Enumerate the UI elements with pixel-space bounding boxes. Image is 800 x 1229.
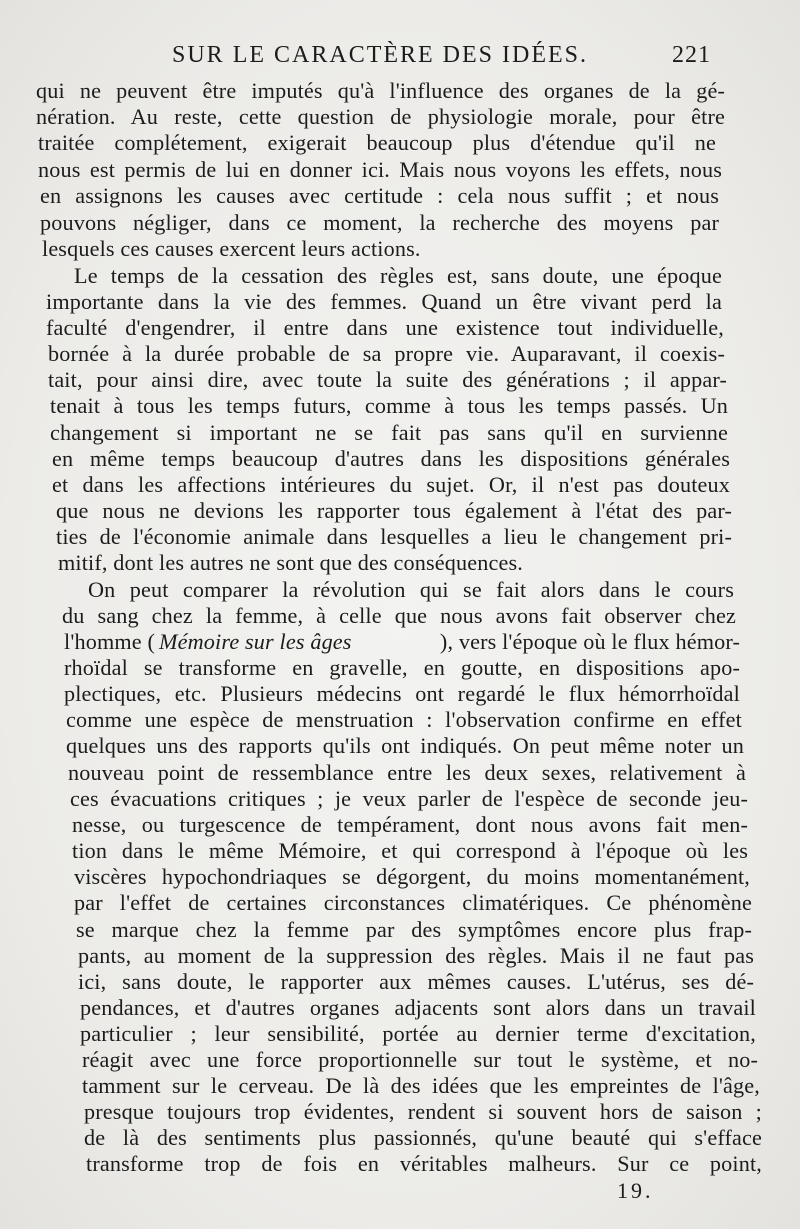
text-line: tait, pour ainsi dire, avec toute la suite des générations ; il appar- bbox=[48, 367, 727, 392]
text-line: On peut comparer la révolution qui se fait alors dans le cours bbox=[88, 577, 734, 602]
text-line: importante dans la vie des femmes. Quand un être vivant perd la bbox=[46, 289, 722, 314]
text-line: bornée à la durée probable de sa propre vie. Auparavant, il coexis- bbox=[48, 341, 725, 366]
text-line: nous est permis de lui en donner ici. Mais nous voyons les effets, nous bbox=[38, 157, 722, 182]
text-fragment: l'homme ( bbox=[64, 629, 155, 654]
page-number: 221 bbox=[672, 42, 711, 68]
text-line: traitée complétement, exigerait beaucoup plus d'étendue qu'il ne bbox=[38, 130, 716, 155]
text-line: tamment sur le cerveau. De là des idées que les empreintes de l'âge, bbox=[82, 1073, 760, 1098]
text-line: ties de l'économie animale dans lesquelles a lieu le changement pri- bbox=[56, 524, 732, 549]
text-line: nouveau point de ressemblance entre les deux sexes, relativement à bbox=[68, 760, 746, 785]
text-line: pendances, et d'autres organes adjacents sont alors dans un travail bbox=[80, 995, 756, 1020]
text-line: nesse, ou turgescence de tempérament, dont nous avons fait men- bbox=[72, 812, 748, 837]
text-line: tion dans le même Mémoire, et qui correspond à l'époque où les bbox=[72, 838, 748, 863]
text-line: que nous ne devions les rapporter tous également à l'état des par- bbox=[56, 498, 732, 523]
page-header bbox=[0, 40, 800, 74]
text-line: et dans les affections intérieures du sujet. Or, il n'est pas douteux bbox=[52, 472, 730, 497]
text-line: du sang chez la femme, à celle que nous avons fait observer chez bbox=[62, 603, 736, 628]
italic-title: Mémoire sur les âges bbox=[159, 629, 352, 654]
text-line: en même temps beaucoup d'autres dans les dispositions générales bbox=[52, 446, 730, 471]
text-line: presque toujours trop évidentes, rendent si souvent hors de saison ; bbox=[84, 1099, 762, 1124]
text-line: Le temps de la cessation des règles est, sans doute, une époque bbox=[74, 263, 722, 288]
text-fragment: ), vers l'époque où le flux hémor- bbox=[439, 629, 740, 654]
text-line: faculté d'engendrer, il entre dans une existence tout individuelle, bbox=[46, 315, 724, 340]
text-line: viscères hypochondriaques se dégorgent, du moins momentanément, bbox=[74, 864, 750, 889]
text-line: particulier ; leur sensibilité, portée au dernier terme d'excitation, bbox=[80, 1021, 756, 1046]
text-line bbox=[64, 629, 740, 655]
text-line: pants, au moment de la suppression des règles. Mais il ne faut pas bbox=[78, 943, 754, 968]
text-line: mitif, dont les autres ne sont que des conséquences. bbox=[58, 550, 523, 575]
text-line: lesquels ces causes exercent leurs actions. bbox=[42, 236, 421, 261]
text-line: de là des sentiments plus passionnés, qu'une beauté qui s'efface bbox=[84, 1125, 762, 1150]
text-line: par l'effet de certaines circonstances climatériques. Ce phénomène bbox=[74, 890, 752, 915]
signature-mark: 19. bbox=[617, 1178, 654, 1203]
text-line: changement si important ne se fait pas sans qu'il en survienne bbox=[50, 420, 728, 445]
text-line: comme une espèce de menstruation : l'observation confirme en effet bbox=[66, 707, 742, 732]
text-line: pouvons négliger, dans ce moment, la recherche des moyens par bbox=[40, 210, 719, 235]
text-line: ces évacuations critiques ; je veux parler de l'espèce de seconde jeu- bbox=[70, 786, 748, 811]
text-line: plectiques, etc. Plusieurs médecins ont regardé le flux hémorrhoïdal bbox=[64, 681, 740, 706]
text-line: se marque chez la femme par des symptômes encore plus frap- bbox=[76, 917, 752, 942]
text-line: en assignons les causes avec certitude : cela nous suffit ; et nous bbox=[40, 183, 719, 208]
text-line: qui ne peuvent être imputés qu'à l'influence des organes de la gé- bbox=[36, 78, 725, 103]
text-line: tenait à tous les temps futurs, comme à tous les temps passés. Un bbox=[50, 393, 728, 418]
text-line: rhoïdal se transforme en gravelle, en goutte, en dispositions apo- bbox=[64, 655, 740, 680]
text-line: ici, sans doute, le rapporter aux mêmes causes. L'utérus, ses dé- bbox=[78, 969, 754, 994]
running-title: SUR LE CARACTÈRE DES IDÉES. bbox=[172, 42, 589, 68]
text-line: transforme trop de fois en véritables malheurs. Sur ce point, bbox=[86, 1151, 762, 1176]
text-line: nération. Au reste, cette question de physiologie morale, pour être bbox=[36, 104, 725, 129]
text-line: réagit avec une force proportionnelle sur tout le système, et no- bbox=[82, 1047, 758, 1072]
text-line: quelques uns des rapports qu'ils ont indiqués. On peut même noter un bbox=[66, 733, 744, 758]
